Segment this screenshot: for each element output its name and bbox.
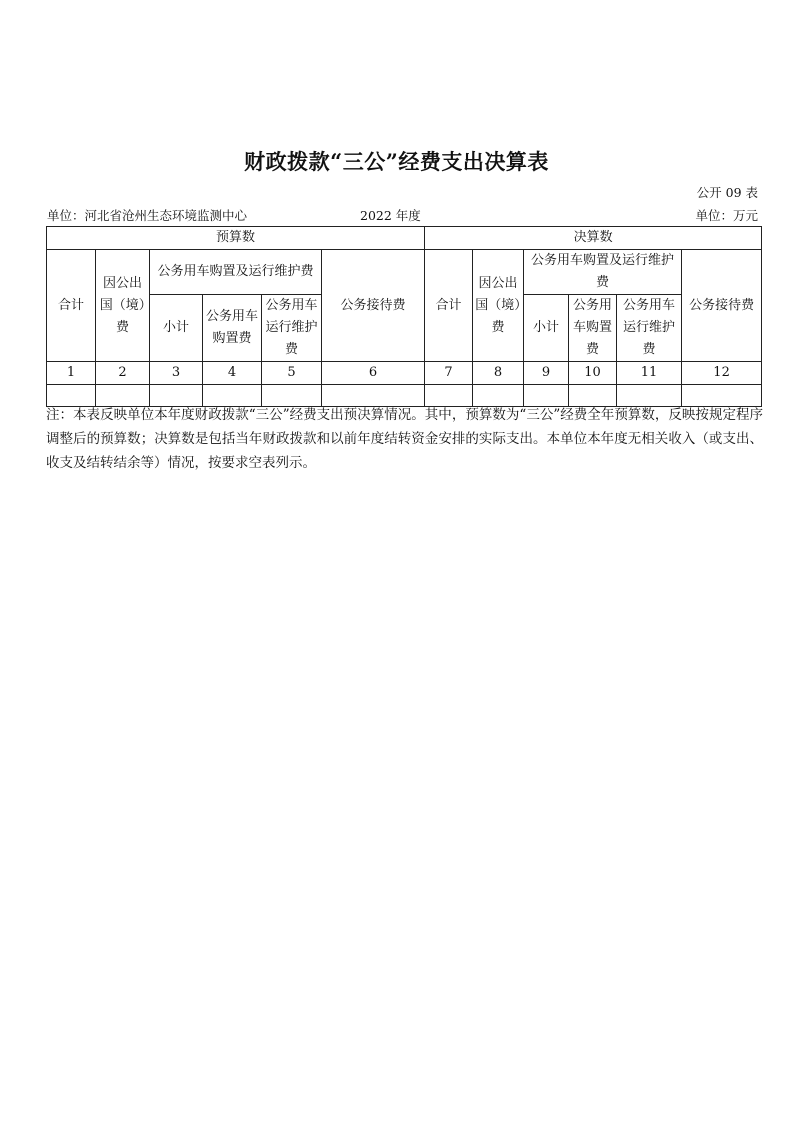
column-number: 12 xyxy=(682,362,762,385)
budget-total-header: 合计 xyxy=(47,250,96,362)
column-header-row-1 xyxy=(47,250,762,295)
final-reception-header: 公务接待费 xyxy=(682,250,762,362)
column-number: 9 xyxy=(524,362,569,385)
column-number: 1 xyxy=(47,362,96,385)
column-number: 10 xyxy=(569,362,617,385)
final-total-header: 合计 xyxy=(425,250,473,362)
footnote: 注：本表反映单位本年度财政拨款“三公”经费支出预决算情况。其中，预算数为“三公”经费全年预算数，反映按规定程序调整后的预算数；决算数是包括当年财政拨款和以前年度结转资金安排的实际支出。本单位本年度无相关收入（或支出、收支及结转结余等）情况，按要求空表列示。 xyxy=(46,407,763,471)
column-number: 5 xyxy=(262,362,322,385)
column-number: 7 xyxy=(425,362,473,385)
table-number: 公开 09 表 xyxy=(696,185,758,200)
column-number: 4 xyxy=(203,362,262,385)
three-public-expenses-table xyxy=(46,226,762,407)
budget-subtotal-header: 小计 xyxy=(150,295,203,362)
column-number: 2 xyxy=(96,362,150,385)
fiscal-year: 2022 年度 xyxy=(360,208,421,223)
final-purchase-header: 公务用车购置费 xyxy=(569,295,617,362)
budget-vehicle-header: 公务用车购置及运行维护费 xyxy=(150,250,322,295)
budget-reception-header: 公务接待费 xyxy=(322,250,425,362)
reporting-unit: 单位：河北省沧州生态环境监测中心 xyxy=(47,208,248,223)
final-vehicle-header: 公务用车购置及运行维护费 xyxy=(524,250,682,295)
currency-unit: 单位：万元 xyxy=(695,208,758,223)
budget-abroad-header: 因公出国（境）费 xyxy=(96,250,150,362)
column-number: 6 xyxy=(322,362,425,385)
column-number: 3 xyxy=(150,362,203,385)
final-operation-header: 公务用车运行维护费 xyxy=(617,295,682,362)
final-group-header: 决算数 xyxy=(425,227,762,250)
final-subtotal-header: 小计 xyxy=(524,295,569,362)
budget-purchase-header: 公务用车购置费 xyxy=(203,295,262,362)
document-title: 财政拨款“三公”经费支出决算表 xyxy=(244,149,549,174)
budget-operation-header: 公务用车运行维护费 xyxy=(262,295,322,362)
column-number-row xyxy=(47,362,762,385)
column-number: 8 xyxy=(473,362,524,385)
group-header-row xyxy=(47,227,762,250)
budget-group-header: 预算数 xyxy=(47,227,425,250)
column-number: 11 xyxy=(617,362,682,385)
final-abroad-header: 因公出国（境）费 xyxy=(473,250,524,362)
